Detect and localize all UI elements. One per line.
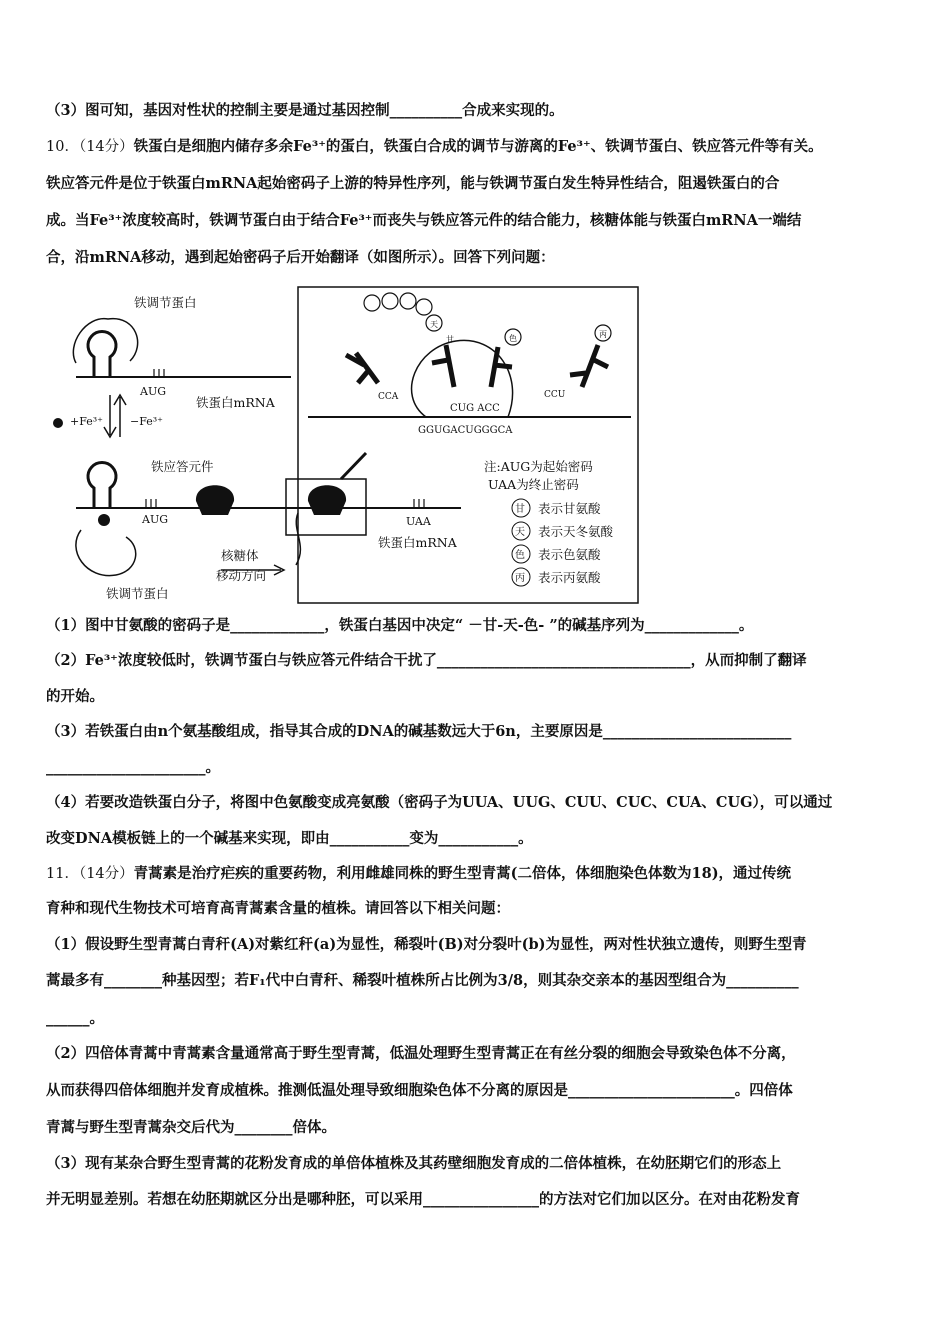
label-ribosome: 核糖体 (221, 548, 259, 563)
question-3: （3）若铁蛋白由n个氨基酸组成，指导其合成的DNA的碱基数远大于6n，主要原因是__________________________ (46, 723, 792, 740)
sub-question-2-cont: 从而获得四倍体细胞并发育成植株。推测低温处理导致细胞染色体不分离的原因是_______________________。四倍体 (46, 1082, 793, 1099)
question-4: （4）若要改造铁蛋白分子，将图中色氨酸变成亮氨酸（密码子为UUA、UUG、CUU、CUC、CUA、CUG），可以通过 (46, 794, 833, 811)
note-aug: 注:AUG为起始密码 (484, 459, 593, 474)
question-text: 铁蛋白是细胞内储存多余Fe³⁺的蛋白，铁蛋白合成的调节与游离的Fe³⁺、铁调节蛋白、铁应答元件等有关。 (133, 138, 823, 155)
svg-text:表示天冬氨酸: 表示天冬氨酸 (538, 524, 614, 539)
tag-gan: 甘 (446, 335, 454, 344)
irp-shape-top (73, 319, 137, 363)
sub-question-2: （2）四倍体青蒿中青蒿素含量通常高于野生型青蒿，低温处理野生型青蒿正在有丝分裂的细胞会导致染色体不分离， (46, 1045, 796, 1062)
question-1: （1）图中甘氨酸的密码子是_____________，铁蛋白基因中决定“ －甘-天-色- ”的碱基序列为_____________。 (46, 617, 754, 634)
legend-gan (512, 499, 601, 517)
text-line: 成。当Fe³⁺浓度较高时，铁调节蛋白由于结合Fe³⁺而丧失与铁应答元件的结合能力，核糖体能与铁蛋白mRNA一端结 (46, 212, 802, 229)
svg-text:丙: 丙 (515, 573, 525, 584)
ire-hairpin-bottom (88, 463, 116, 508)
ferritin-translation-figure (46, 275, 646, 605)
label-mrna-top: 铁蛋白mRNA (196, 395, 275, 410)
label-aug-top: AUG (140, 385, 167, 398)
sub-question-3-cont: 并无明显差别。若想在幼胚期就区分出是哪种胚，可以采用________________的方法对它们加以区分。在对由花粉发育 (46, 1191, 800, 1208)
question-11-intro (46, 863, 908, 885)
question-2: （2）Fe³⁺浓度较低时，铁调节蛋白与铁应答元件结合干扰了___________________________________，从而抑制了翻译 (46, 652, 807, 669)
tag-se: 色 (509, 334, 517, 343)
ire-hairpin-top (88, 332, 116, 377)
label-plus-fe: +Fe³⁺ (70, 415, 103, 428)
legend-se (512, 545, 601, 563)
tag-bing: 丙 (599, 330, 607, 339)
legend-bing (512, 568, 601, 586)
text-line: 铁应答元件是位于铁蛋白mRNA起始密码子上游的特异性序列，能与铁调节蛋白发生特异性结合，阻遏铁蛋白的合 (46, 175, 780, 192)
text-line: 育种和现代生物技术可培育高青蒿素含量的植株。请回答以下相关问题： (46, 900, 510, 917)
question-2-cont: 的开始。 (46, 688, 104, 705)
label-minus-fe: −Fe³⁺ (130, 415, 163, 428)
zoom-arrow (341, 453, 366, 479)
svg-text:天: 天 (515, 527, 525, 538)
text-line: （3）图可知，基因对性状的控制主要是通过基因控制__________合成来实现的。 (46, 102, 564, 119)
mrna-sequence: GGUGACUGGGCA (418, 425, 513, 436)
question-10-intro (46, 136, 908, 158)
label-irp-top: 铁调节蛋白 (134, 295, 197, 310)
sub-question-1: （1）假设野生型青蒿白青秆(A)对紫红秆(a)为显性，稀裂叶(B)对分裂叶(b)为显性，两对性状独立遗传，则野生型青 (46, 936, 807, 953)
label-aug-bottom: AUG (142, 513, 169, 526)
text-line: 合，沿mRNA移动，遇到起始密码子后开始翻译（如图所示）。回答下列问题： (46, 249, 555, 266)
svg-text:色: 色 (515, 550, 525, 561)
label-mrna-bottom: 铁蛋白mRNA (378, 535, 457, 550)
sub-question-2-cont: 青蒿与野生型青蒿杂交后代为________倍体。 (46, 1119, 336, 1136)
sub-question-3: （3）现有某杂合野生型青蒿的花粉发育成的单倍体植株及其药壁细胞发育成的二倍体植株，在幼胚期它们的形态上 (46, 1155, 782, 1172)
sub-question-1-cont: 蒿最多有________种基因型；若F₁代中白青秆、稀裂叶植株所占比例为3/8，则其杂交亲本的基因型组合为__________ (46, 972, 799, 989)
question-4-cont: 改变DNA模板链上的一个碱基来实现，即由___________变为___________。 (46, 830, 533, 847)
question-text: 青蒿素是治疗疟疾的重要药物，利用雌雄同株的野生型青蒿(二倍体，体细胞染色体数为18)，通过传统 (133, 865, 792, 882)
note-uaa: UAA为终止密码 (488, 477, 579, 492)
label-irp-bottom: 铁调节蛋白 (106, 586, 169, 601)
question-number: 11．（14分） (46, 866, 134, 882)
irp-shape-bottom (76, 530, 136, 576)
svg-text:表示甘氨酸: 表示甘氨酸 (538, 501, 601, 516)
arrow-up (114, 395, 126, 437)
svg-text:表示丙氨酸: 表示丙氨酸 (538, 570, 601, 585)
anticodon-cca: CCA (378, 392, 399, 402)
question-number: 10．（14分） (46, 139, 134, 155)
legend-tian (512, 522, 614, 540)
label-ire: 铁应答元件 (151, 459, 214, 474)
label-direction: 移动方向 (216, 568, 267, 583)
arrow-down (104, 395, 116, 437)
svg-text:甘: 甘 (515, 504, 525, 515)
label-uaa: UAA (406, 515, 431, 528)
tag-tian: 天 (430, 320, 438, 329)
sub-question-1-cont: ______。 (46, 1010, 104, 1027)
anticodon-cug-acc: CUG ACC (450, 403, 500, 414)
question-3-cont: ______________________。 (46, 759, 220, 776)
anticodon-ccu: CCU (544, 390, 566, 400)
svg-text:表示色氨酸: 表示色氨酸 (538, 547, 601, 562)
